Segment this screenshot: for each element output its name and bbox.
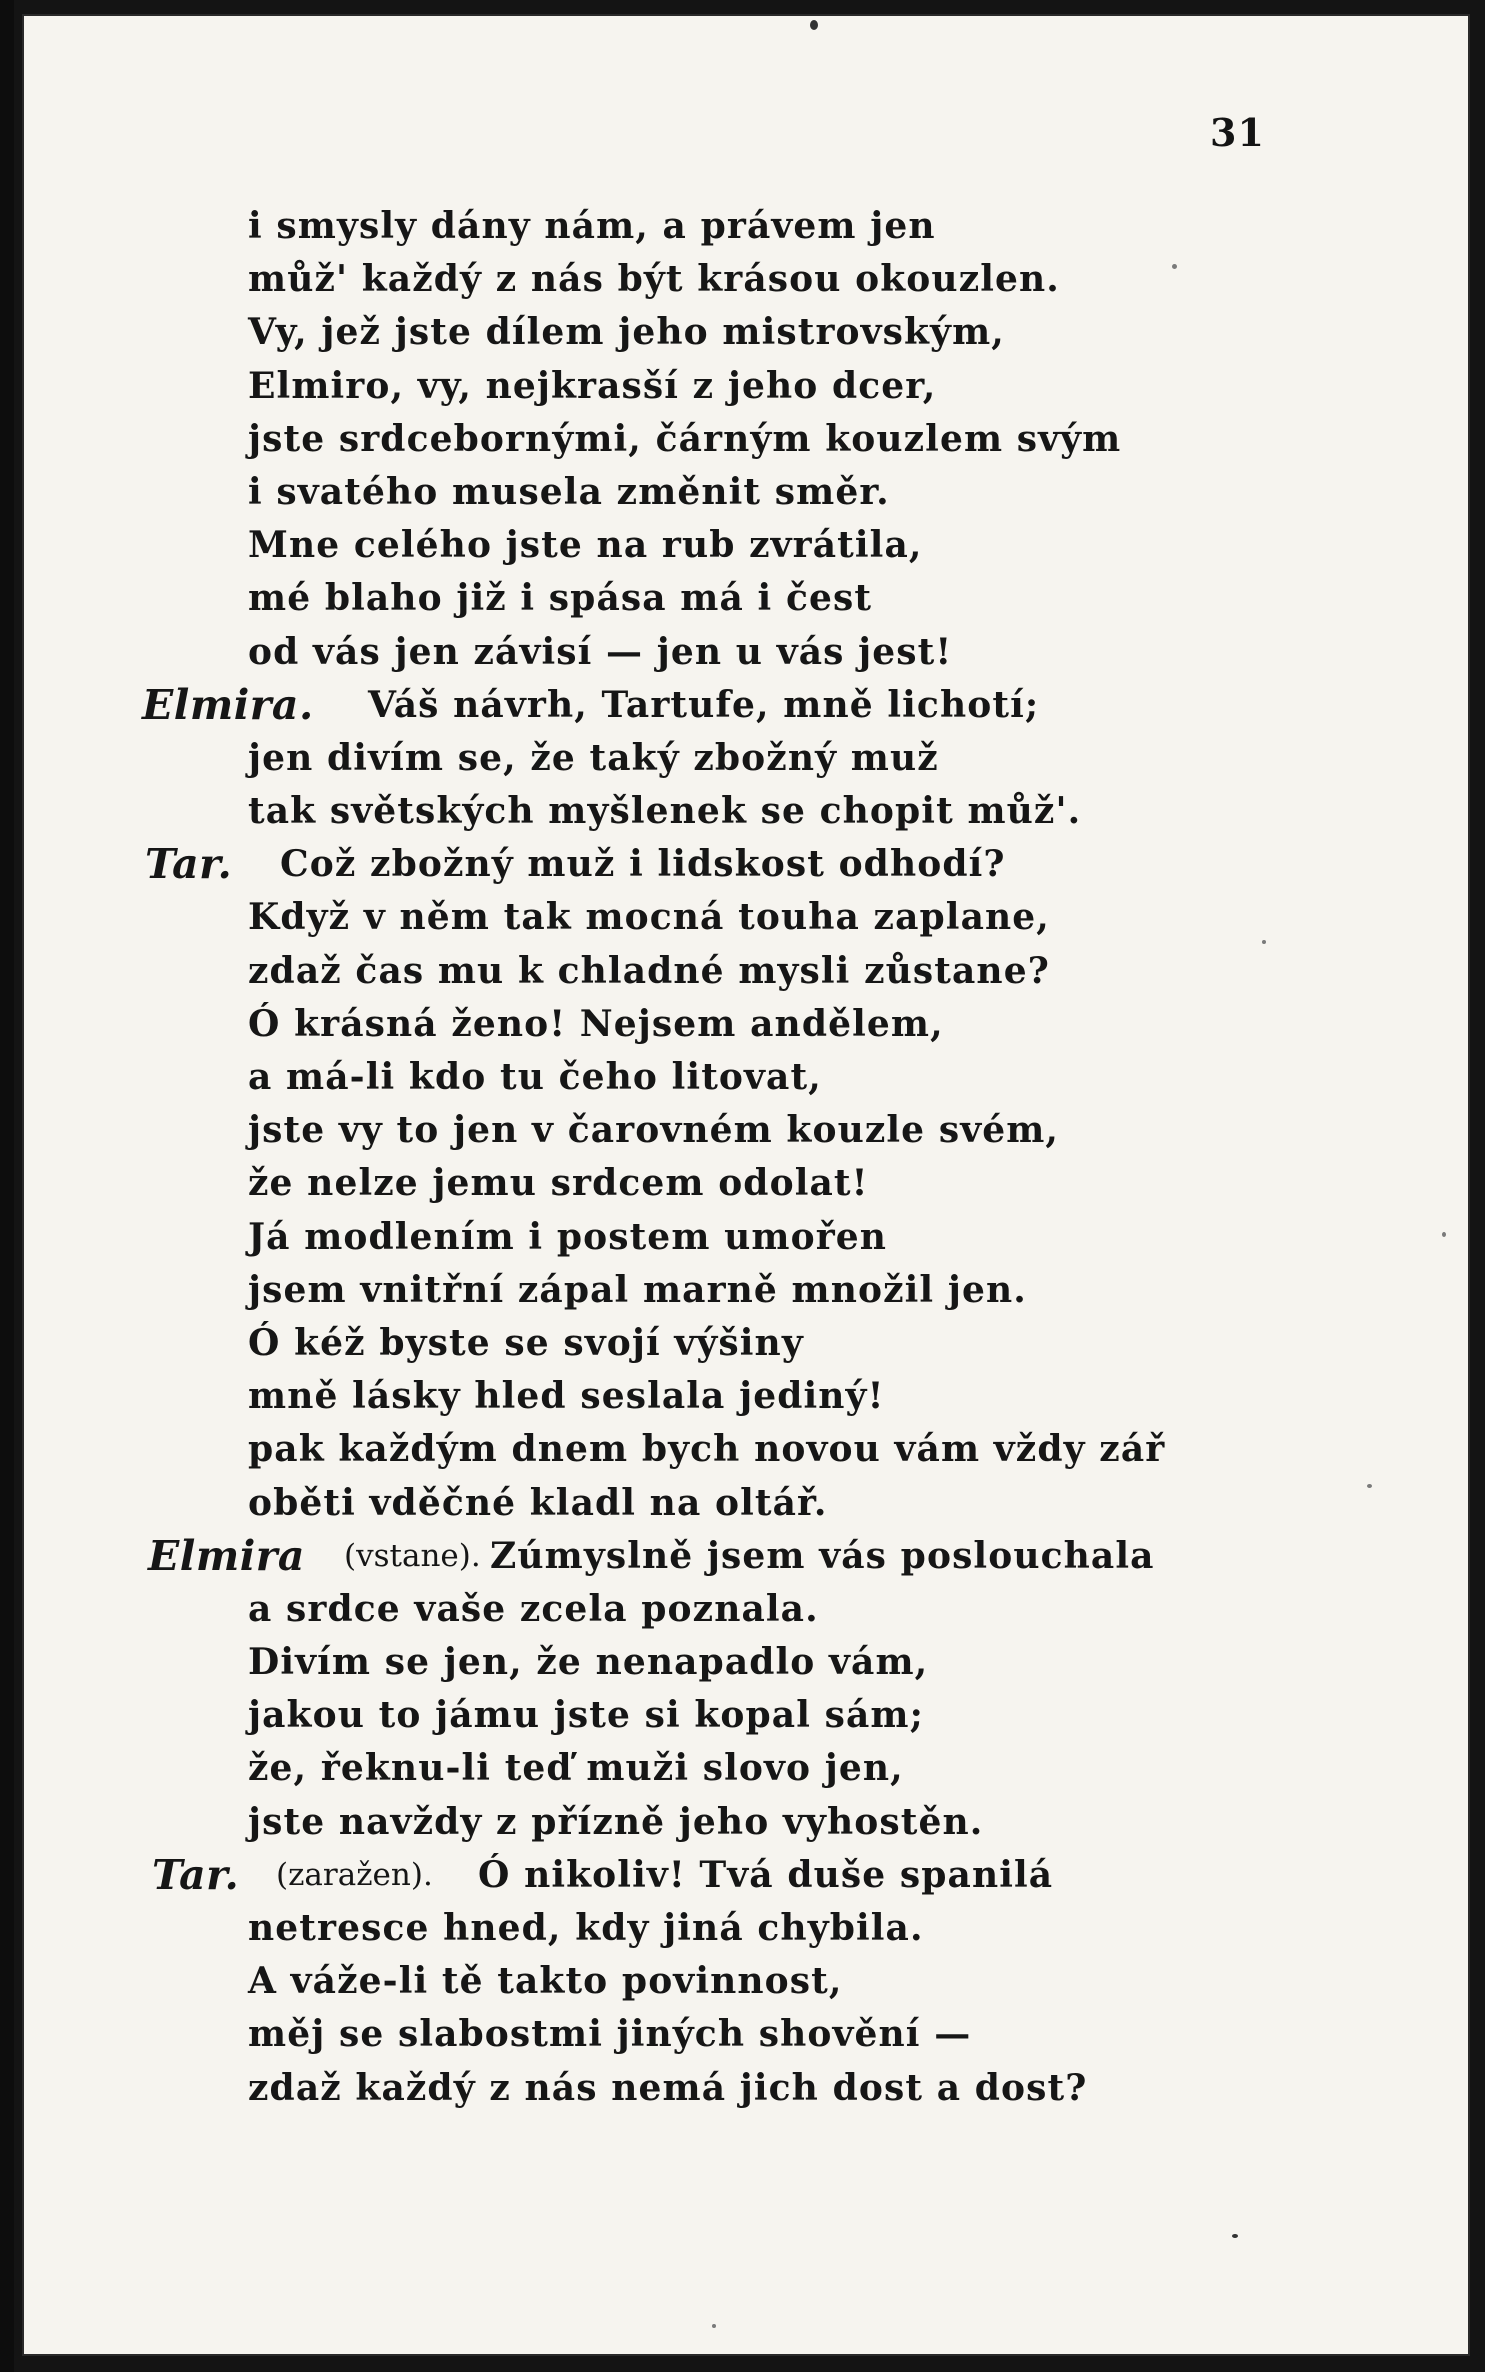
verse-line: Já modlením i postem umořen (248, 1215, 888, 1258)
scan-speck (1367, 1484, 1372, 1488)
stage-direction: (vstane). (344, 1537, 481, 1574)
scan-speck (1442, 1232, 1446, 1237)
stage-direction: (zaražen). (276, 1856, 433, 1893)
verse-line: Vy, jež jste dílem jeho mistrovským, (248, 311, 1005, 354)
verse-line: jen divím se, že taký zbožný muž (248, 736, 939, 779)
verse-line: mé blaho již i spása má i čest (248, 577, 873, 620)
scan-speck (1262, 940, 1266, 944)
verse-line: můž' každý z nás být krásou okouzlen. (248, 258, 1060, 301)
verse-line: že nelze jemu srdcem odolat! (248, 1162, 869, 1205)
verse-line: jsem vnitřní zápal marně množil jen. (248, 1268, 1027, 1311)
verse-line: Ó krásná ženo! Nejsem andělem, (248, 1002, 944, 1045)
verse-line: pak každým dnem bych novou vám vždy zář (248, 1428, 1166, 1471)
speaker-name: Elmira. (142, 680, 314, 729)
verse-line: Ó kéž byste se svojí výšiny (248, 1321, 804, 1364)
verse-line: tak světských myšlenek se chopit můž'. (248, 790, 1082, 833)
verse-line: oběti vděčné kladl na oltář. (248, 1481, 828, 1524)
scan-speck (1172, 264, 1177, 269)
verse-line: i smysly dány nám, a právem jen (248, 205, 936, 247)
play-text (22, 200, 1470, 2115)
speech-line-tartuffe: Tar. Což zbožný muž i lidskost odhodí? (22, 838, 1470, 891)
verse-line: Divím se jen, že nenapadlo vám, (248, 1641, 929, 1684)
page-number: 31 (1210, 110, 1265, 155)
scan-speck (1232, 2234, 1238, 2238)
verse-line: i svatého musela změnit směr. (248, 470, 890, 513)
verse-line: mně lásky hled seslala jediný! (248, 1375, 885, 1418)
verse-line: a srdce vaše zcela poznala. (248, 1587, 819, 1630)
speech-line-elmira: Elmira (vstane). Zúmyslně jsem vás poslouchala (22, 1530, 1470, 1583)
verse-line: měj se slabostmi jiných shovění — (248, 2013, 972, 2056)
verse-line: A váže-li tě takto povinnost, (248, 1960, 843, 2003)
verse-line: že, řeknu-li teď muži slovo jen, (248, 1747, 904, 1790)
verse-line: jste navždy z přízně jeho vyhostěn. (248, 1800, 984, 1843)
verse-line: Elmiro, vy, nejkrasší z jeho dcer, (248, 364, 937, 407)
speech-line-elmira: Elmira. Váš návrh, Tartufe, mně lichotí; (22, 679, 1470, 732)
speaker-name: Tar. (145, 840, 233, 889)
verse-line: a má-li kdo tu čeho litovat, (248, 1056, 822, 1098)
verse-line: Mne celého jste na rub zvrátila, (248, 524, 923, 567)
book-spine-edge (0, 0, 14, 2372)
verse-line: Když v něm tak mocná touha zaplane, (248, 896, 1050, 939)
verse-line: zdaž čas mu k chladné mysli zůstane? (248, 949, 1050, 992)
verse-line: zdaž každý z nás nemá jich dost a dost? (248, 2066, 1088, 2109)
speech-line-tartuffe: Tar. (zaražen). Ó nikoliv! Tvá duše spanilá (22, 1849, 1470, 1902)
speaker-name: Tar. (152, 1850, 240, 1899)
verse-line: jste srdcebornými, čárným kouzlem svým (248, 417, 1122, 460)
verse-line: netresce hned, kdy jiná chybila. (248, 1907, 924, 1949)
verse-line: jste vy to jen v čarovném kouzle svém, (248, 1109, 1060, 1152)
verse-line: od vás jen závisí — jen u vás jest! (248, 630, 953, 673)
speaker-name: Elmira (148, 1531, 305, 1580)
verse-line: jakou to jámu jste si kopal sám; (248, 1694, 925, 1737)
book-page (22, 14, 1470, 2356)
scan-speck (810, 20, 818, 30)
scan-speck (712, 2324, 716, 2328)
